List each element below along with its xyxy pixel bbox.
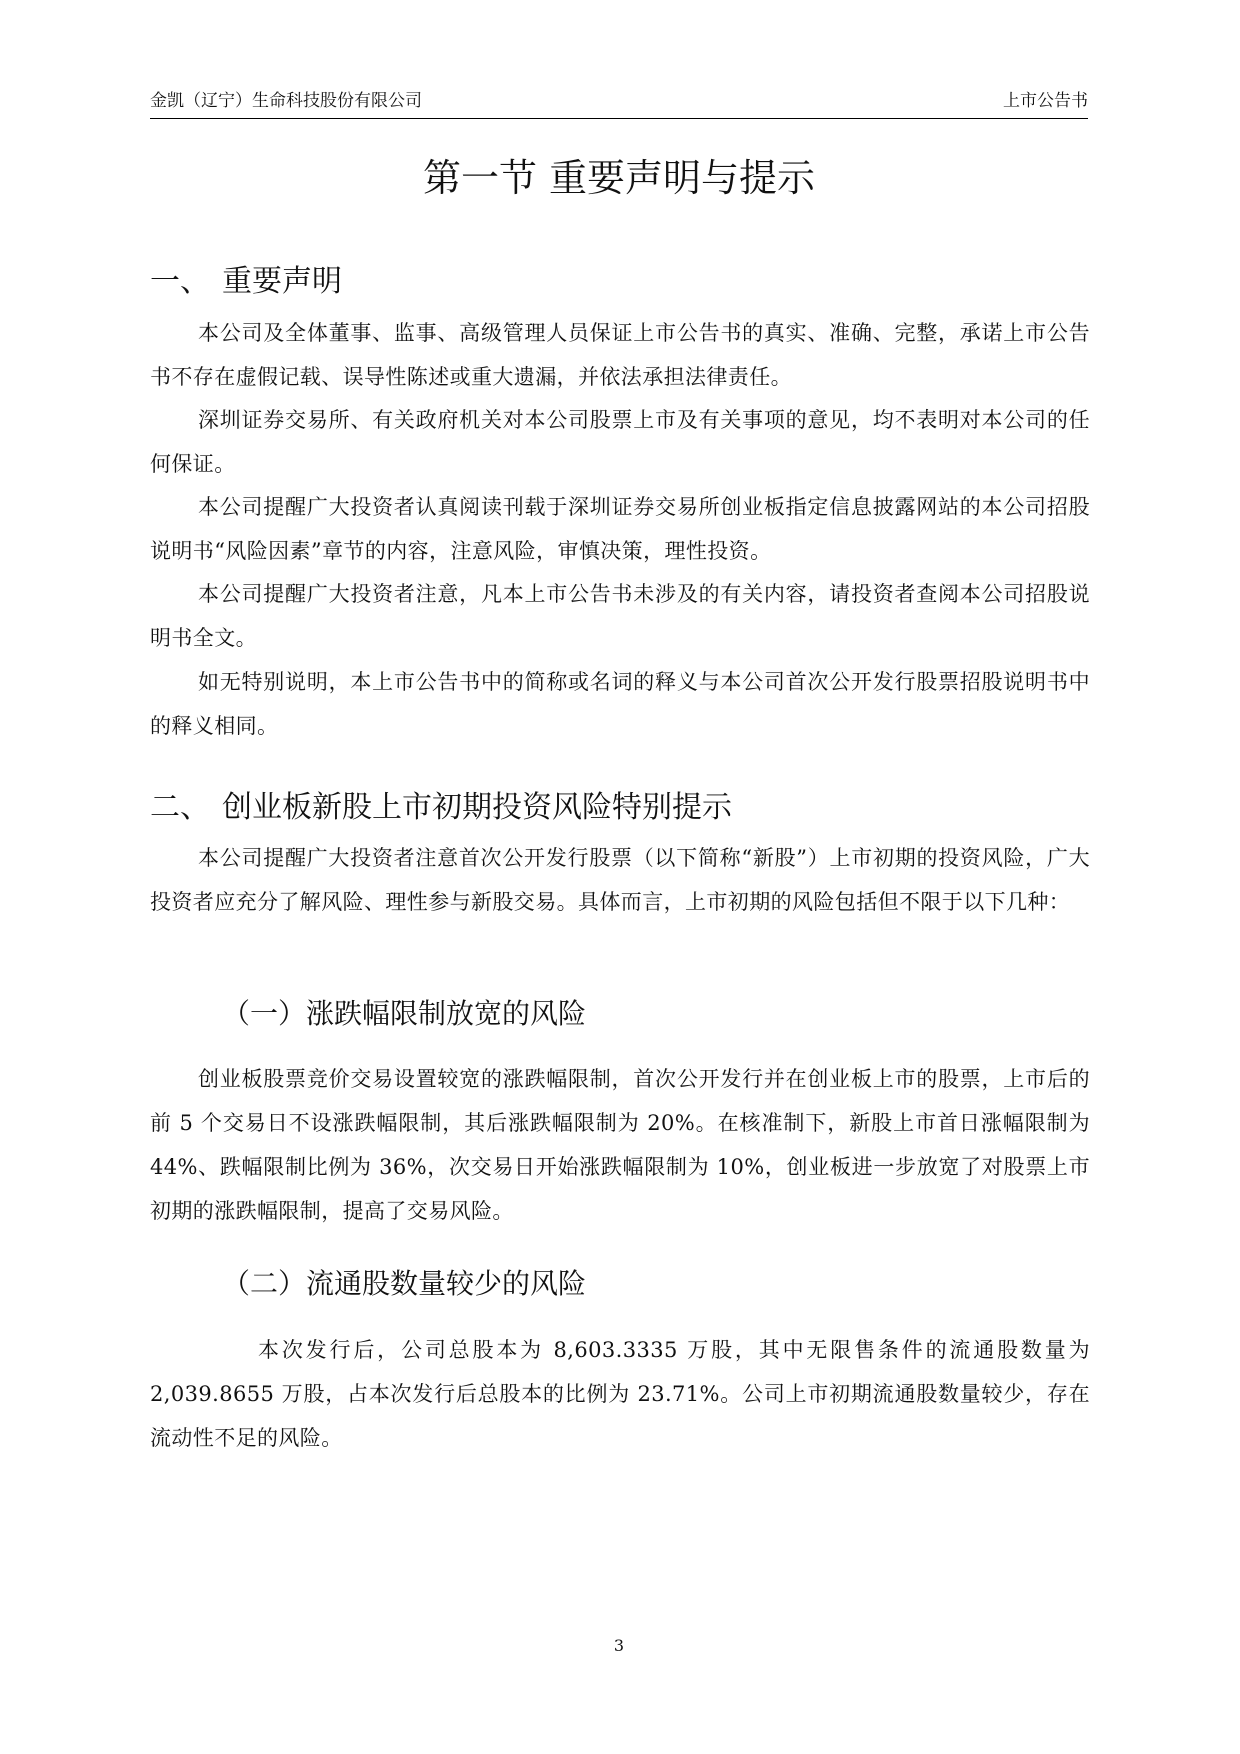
paragraph: 本公司提醒广大投资者注意，凡本上市公告书未涉及的有关内容，请投资者查阅本公司招股说明书全文。 — [150, 582, 1090, 650]
paragraph: 本公司提醒广大投资者注意首次公开发行股票（以下简称“新股”）上市初期的投资风险，广大投资者应充分了解风险、理性参与新股交易。具体而言，上市初期的风险包括但不限于以下几种： — [150, 846, 1090, 914]
paragraph: 创业板股票竞价交易设置较宽的涨跌幅限制，首次公开发行并在创业板上市的股票，上市后的前 5 个交易日不设涨跌幅限制，其后涨跌幅限制为 20%。在核准制下，新股上市首日涨幅限制为 44%、跌幅限制比例为 36%，次交易日开始涨跌幅限制为 10%，创业板进一步放宽了对股票上市初期的涨跌幅限制，提高了交易风险。 — [150, 1067, 1090, 1223]
section-number: 一、 — [150, 264, 210, 299]
paragraph: 如无特别说明，本上市公告书中的简称或名词的释义与本公司首次公开发行股票招股说明书中的释义相同。 — [150, 670, 1090, 738]
paragraph: 深圳证券交易所、有关政府机关对本公司股票上市及有关事项的意见，均不表明对本公司的任何保证。 — [150, 408, 1090, 476]
paragraph: 本次发行后，公司总股本为 8,603.3335 万股，其中无限售条件的流通股数量为 2,039.8655 万股，占本次发行后总股本的比例为 23.71%。公司上市初期流通股数量较少，存在流动性不足的风险。 — [150, 1338, 1090, 1450]
subsection-heading-float-shares: （二）流通股数量较少的风险 — [222, 1267, 587, 1300]
page-number: 3 — [613, 1636, 625, 1655]
section-heading-risk-notice — [150, 788, 732, 828]
paragraph: 本公司及全体董事、监事、高级管理人员保证上市公告书的真实、准确、完整，承诺上市公告书不存在虚假记载、误导性陈述或重大遗漏，并依法承担法律责任。 — [150, 321, 1090, 389]
subsection-heading-price-limit: （一）涨跌幅限制放宽的风险 — [222, 997, 587, 1030]
page-header — [150, 88, 1088, 119]
header-company-name: 金凯（辽宁）生命科技股份有限公司 — [150, 91, 422, 111]
page-title: 第一节 重要声明与提示 — [422, 156, 816, 200]
header-document-type: 上市公告书 — [1003, 91, 1088, 111]
section-heading-text: 重要声明 — [222, 264, 342, 299]
paragraph: 本公司提醒广大投资者认真阅读刊载于深圳证券交易所创业板指定信息披露网站的本公司招股说明书“风险因素”章节的内容，注意风险，审慎决策，理性投资。 — [150, 495, 1090, 563]
section-number: 二、 — [150, 790, 210, 825]
section-heading-important-statement — [150, 262, 342, 302]
section-heading-text: 创业板新股上市初期投资风险特别提示 — [222, 790, 732, 825]
